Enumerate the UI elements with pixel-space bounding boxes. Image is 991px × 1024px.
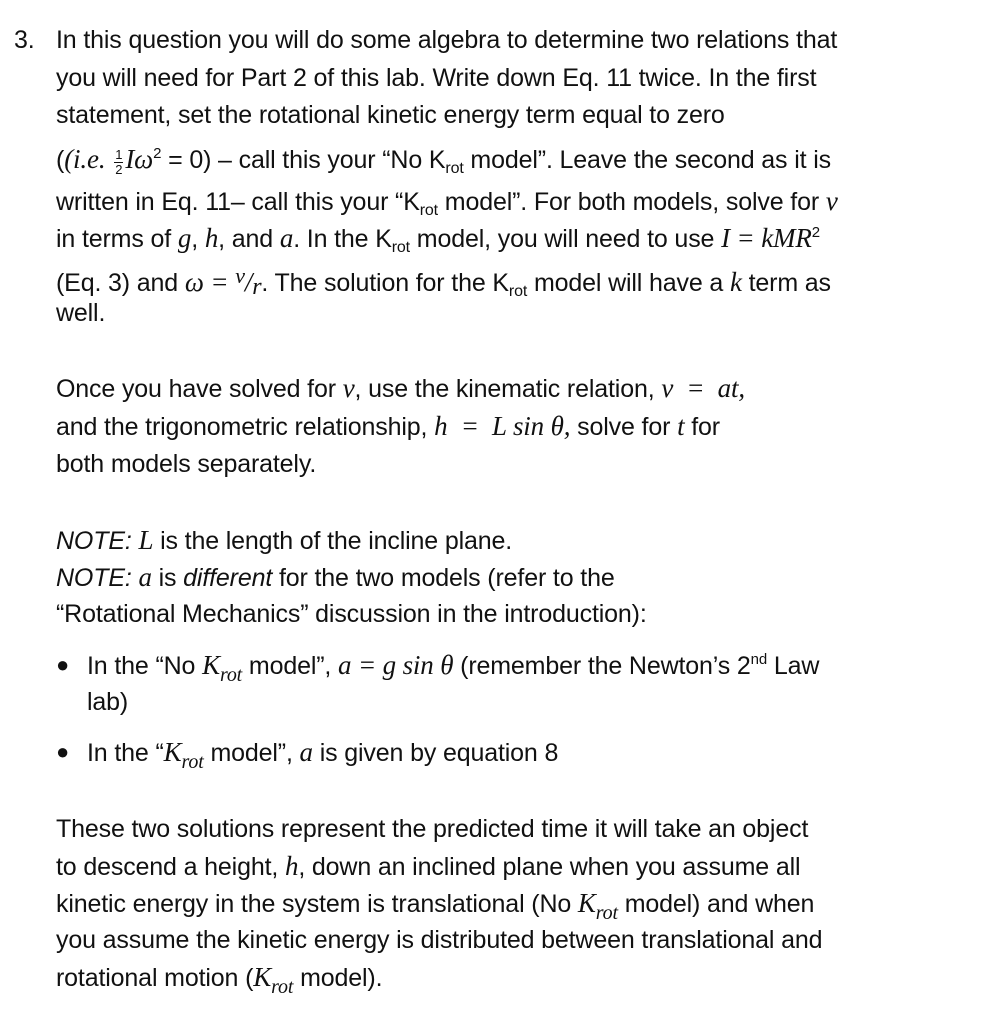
- p1-line-3: statement, set the rotational kinetic energy term equal to zero: [56, 101, 725, 129]
- question-number: 3.: [14, 26, 35, 54]
- var-a: a: [279, 223, 294, 253]
- moment-inertia-eq: I = kMR: [721, 223, 812, 253]
- p3-line-5: rotational motion ($K_{rot}$ model).: [56, 962, 383, 998]
- omega-eq: ω =: [184, 267, 229, 297]
- note-3: “Rotational Mechanics” discussion in the introduction):: [56, 600, 647, 628]
- note-2: NOTE: a is different for the two models (refer to the: [56, 562, 615, 592]
- p1-line-5: written in Eq. 11– call this your “$K_{rot}$ model”. For both models, solve for v: [56, 186, 838, 219]
- bullet-2: In the “$K_{rot}$ model”, a is given by equation 8: [87, 737, 559, 773]
- ie-abbrev: (i.e.: [64, 144, 106, 174]
- kinematic-eq: v = at,: [661, 373, 745, 403]
- p3-line-1: These two solutions represent the predicted time it will take an object: [56, 815, 809, 843]
- var-h: h: [204, 223, 219, 253]
- trig-eq: h = L sin θ,: [434, 411, 571, 441]
- var-L: L: [138, 525, 154, 555]
- half-fraction: $\frac{1}{2}$: [115, 146, 123, 177]
- var-g: g: [177, 223, 192, 253]
- p3-line-4: you assume the kinetic energy is distributed between translational and: [56, 926, 823, 954]
- p2-line-1: Once you have solved for v, use the kinematic relation, v = at,: [56, 373, 745, 403]
- bullet-icon: ●: [56, 739, 70, 764]
- p1-line-6: in terms of g, h, and a. In the $K_{rot}$ model, you will need to use I = kMR$^2$: [56, 223, 820, 256]
- p3-line-3: kinetic energy in the system is translational (No $K_{rot}$ model) and when: [56, 888, 815, 924]
- var-k: k: [729, 267, 742, 297]
- bullet-1-line-2: lab): [87, 688, 129, 716]
- v-over-r: $^v$/r: [235, 263, 262, 300]
- rot-ke-symbol: Iω: [125, 144, 154, 174]
- p1-line-2: you will need for Part 2 of this lab. Write down Eq. 11 twice. In the first: [56, 64, 817, 92]
- note-1: NOTE: L is the length of the incline plane.: [56, 525, 513, 555]
- var-t: t: [677, 411, 685, 441]
- p1-line-8: well.: [56, 299, 106, 327]
- emphasis-different: different: [183, 564, 273, 592]
- bullet-icon: ●: [56, 652, 70, 677]
- p1-line-4: ((i.e. $\frac{1}{2}$ $I\omega^2 = 0$) – call this your “No $K_{rot}$ model”. Leave the second as it is: [56, 144, 831, 177]
- p2-line-3: both models separately.: [56, 450, 317, 478]
- var-v: v: [825, 186, 838, 216]
- accel-eq: a = g sin θ: [338, 650, 454, 680]
- no-krot-label: = 0) – call this your “No K: [168, 146, 446, 174]
- rot-subscript: rot: [445, 160, 464, 177]
- p1-line-4-tail: model”. Leave the second as it is: [470, 146, 831, 174]
- p2-line-2: and the trigonometric relationship, h = L sin θ, solve for t for: [56, 411, 720, 441]
- p1-line-7: (Eq. 3) and ω = $^v$/r. The solution for the $K_{rot}$ model will have a k term as: [56, 263, 831, 300]
- p3-line-2: to descend a height, h, down an inclined plane when you assume all: [56, 851, 801, 881]
- square-exponent: 2: [153, 145, 162, 162]
- bullet-1-line-1: In the “No $K_{rot}$ model”, a = g sin θ (remember the Newton’s 2nd Law: [87, 650, 820, 686]
- p1-line-1: In this question you will do some algebra to determine two relations that: [56, 26, 838, 54]
